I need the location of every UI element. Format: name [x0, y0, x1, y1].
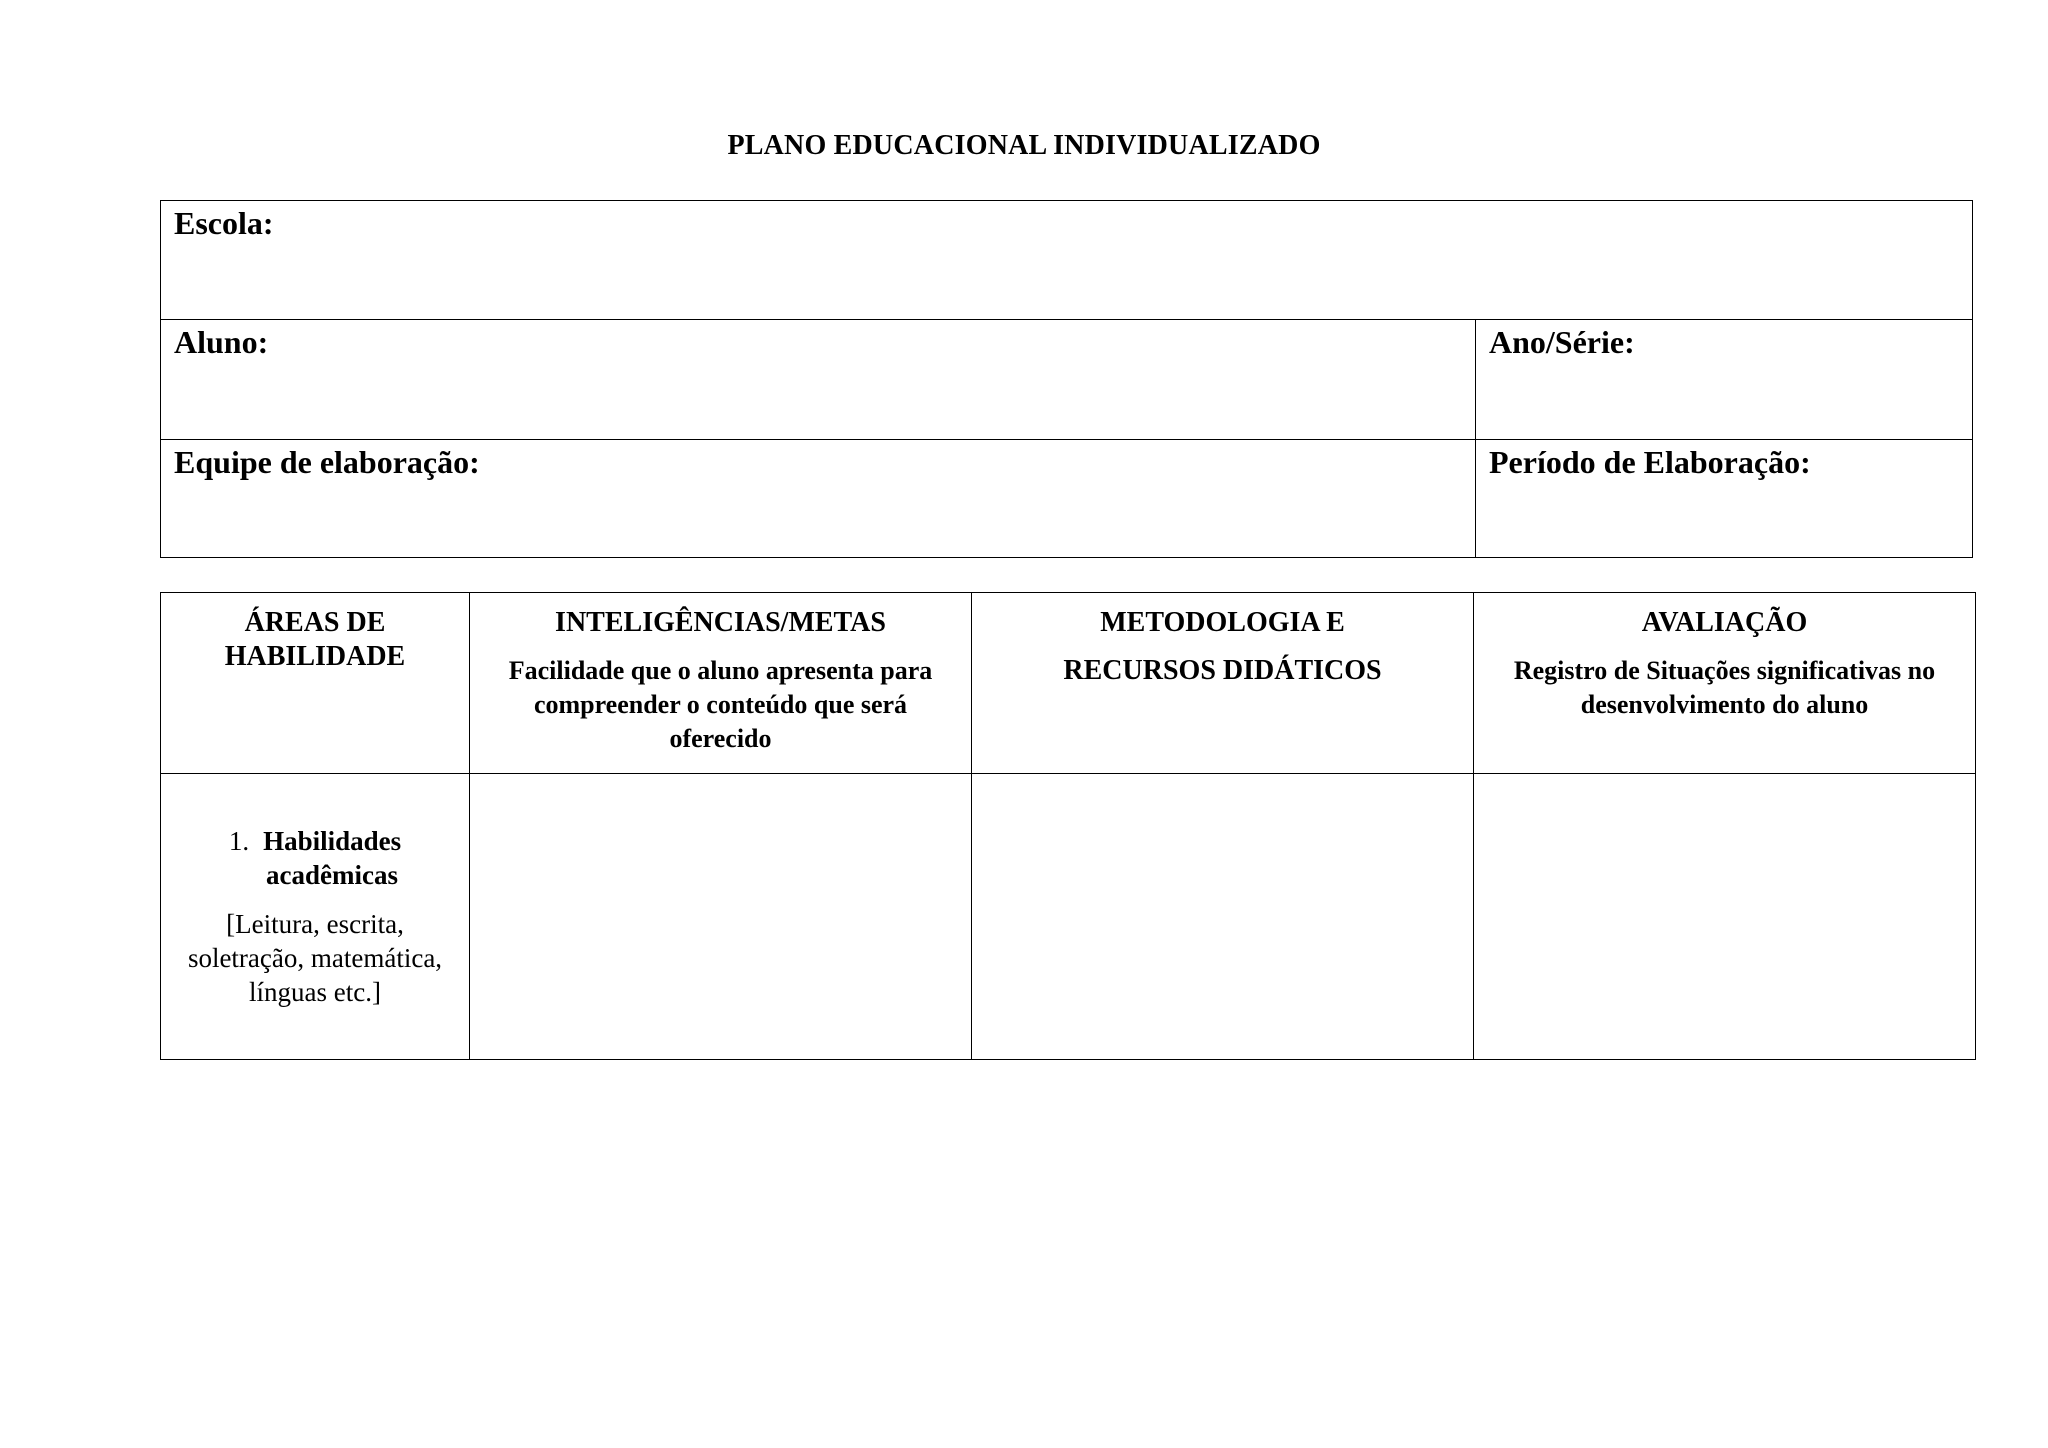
info-header-table: [160, 200, 1973, 558]
methodology-cell[interactable]: [972, 774, 1474, 1060]
goals-cell[interactable]: [470, 774, 972, 1060]
header-goals-title: INTELIGÊNCIAS/METAS: [555, 607, 886, 638]
evaluation-cell[interactable]: [1474, 774, 1976, 1060]
header-evaluation-subtitle: Registro de Situações significativas no desenvolvimento do aluno: [1513, 656, 1936, 719]
team-label: Equipe de elaboração:: [174, 444, 480, 480]
area-title: [161, 824, 469, 892]
team-field[interactable]: [161, 440, 1476, 558]
area-line2: acadêmicas: [266, 860, 398, 890]
student-field[interactable]: [161, 320, 1476, 439]
header-areas: [161, 593, 470, 774]
info-row-student: [161, 320, 1972, 440]
page-title: PLANO EDUCACIONAL INDIVIDUALIZADO: [727, 130, 1321, 161]
grade-label: Ano/Série:: [1489, 324, 1635, 360]
table-header-row: [161, 593, 1976, 774]
header-methodology-subtitle: RECURSOS DIDÁTICOS: [1063, 655, 1382, 686]
header-methodology-title: METODOLOGIA E: [1100, 607, 1345, 638]
header-goals: [470, 593, 972, 774]
area-description: [Leitura, escrita, soletração, matemática, línguas etc.]: [187, 909, 443, 1007]
area-line1: Habilidades: [263, 826, 402, 856]
school-field[interactable]: [161, 201, 1972, 319]
grade-field[interactable]: [1476, 320, 1974, 439]
area-cell: [161, 774, 470, 1060]
school-label: Escola:: [174, 205, 274, 241]
header-goals-subtitle: Facilidade que o aluno apresenta para compreender o conteúdo que será oferecido: [508, 656, 933, 753]
info-row-team: [161, 440, 1972, 558]
header-evaluation-title: AVALIAÇÃO: [1641, 607, 1808, 638]
header-methodology: [972, 593, 1474, 774]
table-row: [161, 774, 1976, 1060]
period-label: Período de Elaboração:: [1489, 444, 1811, 480]
skill-areas-table: [160, 592, 1976, 1060]
period-field[interactable]: [1476, 440, 1974, 558]
student-label: Aluno:: [174, 324, 269, 360]
header-areas-title: ÁREAS DE HABILIDADE: [224, 607, 406, 672]
area-number: 1.: [228, 826, 250, 856]
info-row-school: [161, 201, 1972, 320]
header-evaluation: [1474, 593, 1976, 774]
